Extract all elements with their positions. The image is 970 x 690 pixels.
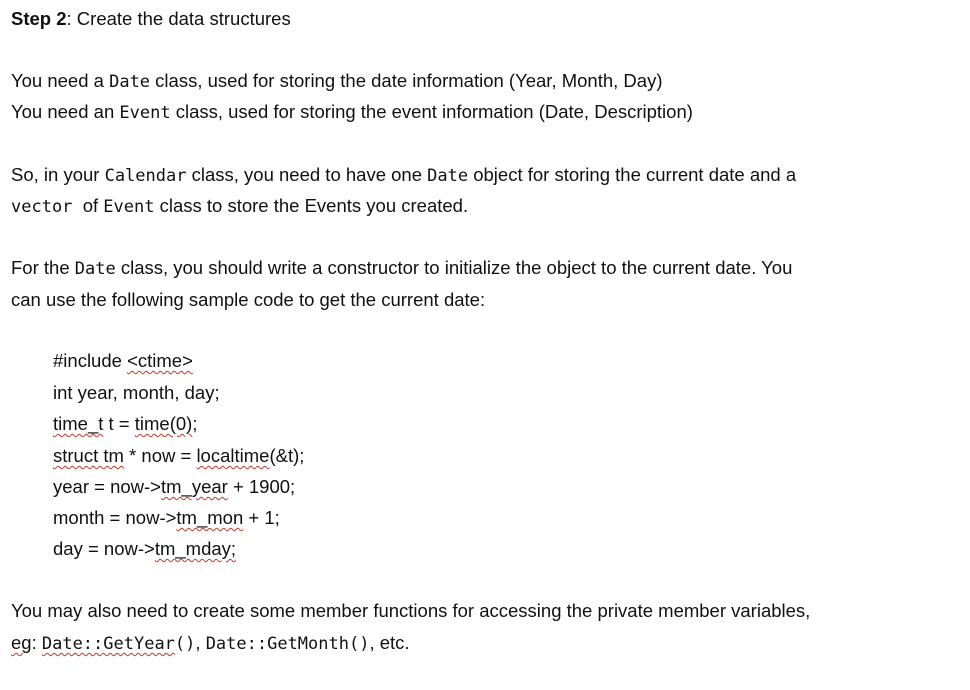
code-date: Date	[74, 259, 116, 279]
text-span: time(0)	[134, 413, 193, 434]
code-time-line	[53, 412, 197, 436]
text-span: time_t	[53, 413, 104, 434]
step-label: Step 2	[11, 8, 67, 29]
text-span: You need a	[11, 70, 110, 91]
step-heading	[11, 7, 291, 31]
constructor-paragraph-line-2: can use the following sample code to get the current date:	[11, 289, 486, 310]
text-span: + 1900;	[227, 476, 296, 497]
code-event: Event	[119, 103, 171, 123]
text-span: eg	[11, 632, 32, 653]
code-day-line	[53, 537, 236, 561]
text-span: t =	[103, 413, 135, 434]
code-include-line	[53, 349, 193, 373]
code-declaration-line: int year, month, day;	[53, 382, 220, 403]
code-struct-line	[53, 444, 304, 468]
event-class-requirement	[11, 100, 693, 125]
text-span: class, used for storing the event information (Date, Description)	[170, 101, 693, 122]
code-date-getmonth: Date::GetMonth	[205, 634, 349, 654]
constructor-paragraph-line-1	[11, 256, 792, 281]
step-title: : Create the data structures	[66, 8, 291, 29]
text-span: (&t);	[269, 445, 305, 466]
code-month-line	[53, 506, 280, 530]
text-span: class to store the Events you created.	[154, 195, 469, 216]
footer-line-1: You may also need to create some member functions for accessing the private member variables,	[11, 600, 811, 621]
text-span: month = now->	[53, 507, 177, 528]
text-span: of	[72, 195, 104, 216]
code-header-name: <ctime>	[127, 350, 193, 371]
text-span: class, used for storing the date information (Year, Month, Day)	[150, 70, 663, 91]
code-date-getyear: Date::GetYear	[41, 634, 175, 654]
code-vector: vector	[11, 197, 73, 217]
text-span: class, you need to have one	[186, 164, 428, 185]
text-span: object for storing the current date and a	[468, 164, 797, 185]
calendar-paragraph-line-2	[11, 194, 468, 219]
text-span: You need an	[11, 101, 120, 122]
text-span: #include	[53, 350, 128, 371]
code-date: Date	[427, 166, 469, 186]
text-span: day = now->	[53, 538, 155, 559]
text-span: tm_mon	[176, 507, 244, 528]
code-date: Date	[109, 72, 151, 92]
calendar-paragraph-line-1	[11, 163, 796, 188]
text-span: ,	[195, 632, 206, 653]
text-span: tm_year	[160, 476, 228, 497]
text-span: struct tm	[53, 445, 124, 466]
text-span: So, in your	[11, 164, 105, 185]
code-calendar: Calendar	[104, 166, 187, 186]
footer-line-2	[11, 631, 410, 656]
date-class-requirement	[11, 69, 662, 94]
text-span: year = now->	[53, 476, 161, 497]
text-span: * now =	[123, 445, 197, 466]
text-span: + 1;	[243, 507, 280, 528]
text-span: class, you should write a constructor to initialize the object to the current date. You	[115, 257, 793, 278]
text-span: For the	[11, 257, 75, 278]
text-span: :	[31, 632, 42, 653]
text-span: tm_mday;	[154, 538, 237, 559]
text-span: ;	[192, 413, 198, 434]
text-span: ()	[348, 634, 370, 654]
text-span: localtime	[196, 445, 270, 466]
text-span: ()	[174, 634, 196, 654]
code-year-line	[53, 475, 295, 499]
code-event: Event	[103, 197, 155, 217]
text-span: , etc.	[369, 632, 410, 653]
